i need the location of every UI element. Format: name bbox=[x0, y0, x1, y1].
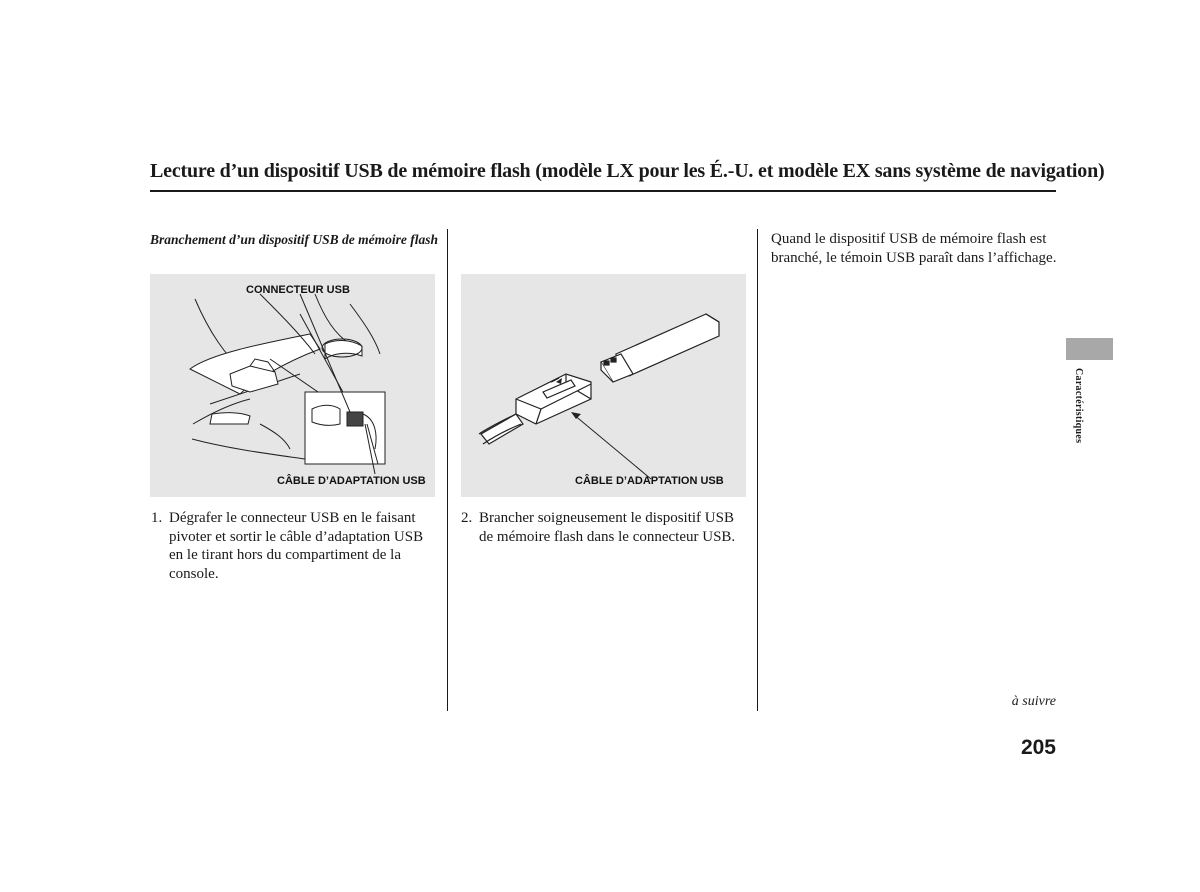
page-number: 205 bbox=[1020, 736, 1056, 759]
figure-usb-flash-drive bbox=[461, 274, 746, 497]
usb-indicator-paragraph: Quand le dispositif USB de mémoire flash est branché, le témoin USB paraît dans l’affichage. bbox=[771, 231, 1057, 266]
step-2-number: 2. bbox=[461, 510, 473, 526]
page-title: Lecture d’un dispositif USB de mémoire flash (modèle LX pour les É.-U. et modèle EX sans système de navigation) bbox=[150, 160, 1105, 182]
usb-adapter-cable-label: CÂBLE D’ADAPTATION USB bbox=[277, 475, 426, 487]
step-1-number: 1. bbox=[151, 510, 163, 526]
section-tab-marker bbox=[1066, 338, 1113, 360]
column-divider-right bbox=[757, 229, 758, 711]
title-rule bbox=[150, 190, 1056, 192]
step-2 bbox=[461, 509, 751, 549]
console-illustration bbox=[150, 274, 435, 497]
step-1 bbox=[151, 509, 436, 589]
column-divider-left bbox=[447, 229, 448, 711]
usb-drive-illustration bbox=[461, 274, 746, 497]
step-1-text: Dégrafer le connecteur USB en le faisant pivoter et sortir le câble d’adaptation USB en le tirant hors du compartiment de la console. bbox=[169, 510, 424, 582]
figure-console-connector bbox=[150, 274, 435, 497]
step-2-text: Brancher soigneusement le dispositif USB de mémoire flash dans le connecteur USB. bbox=[479, 510, 736, 545]
continued-note: à suivre bbox=[1011, 694, 1056, 709]
section-subheading: Branchement d’un dispositif USB de mémoire flash bbox=[150, 232, 439, 247]
usb-adapter-cable-label: CÂBLE D’ADAPTATION USB bbox=[575, 475, 724, 487]
section-tab-label: Caractéristiques bbox=[1073, 368, 1084, 444]
usb-connector-label: CONNECTEUR USB bbox=[246, 284, 350, 296]
